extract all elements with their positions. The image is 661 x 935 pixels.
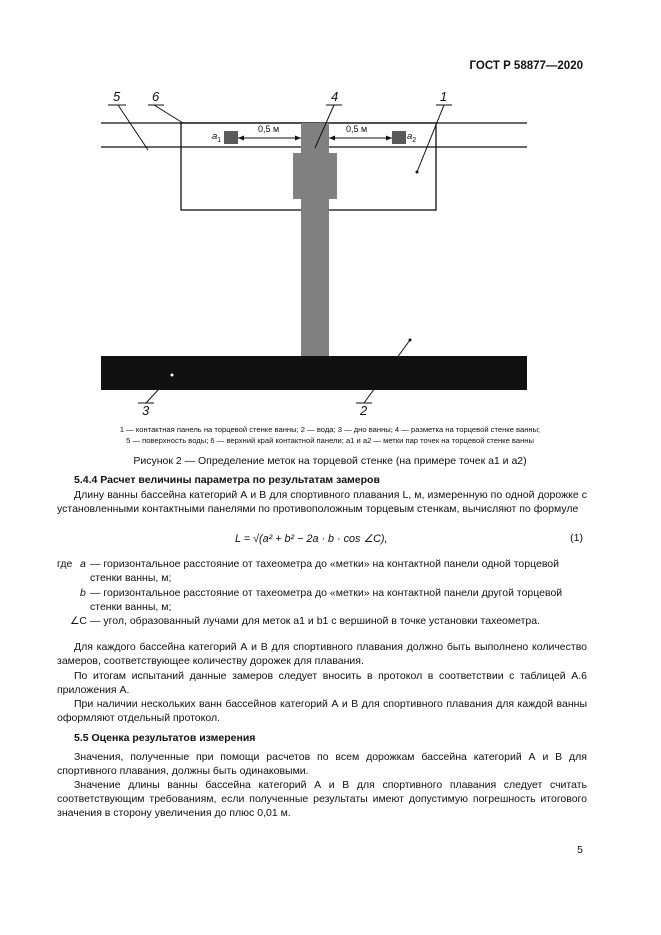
distance-label-left: 0,5 м [258, 124, 280, 134]
length-formula: L = √(a² + b² − 2a · b · cos ∠C), [235, 533, 388, 545]
label-4: 4 [331, 89, 339, 104]
mark-a2-label: $a_2$ [407, 131, 417, 144]
section-544-heading: 5.4.4 Расчет величины параметра по результатам замеров [74, 474, 380, 486]
leader-5 [118, 105, 148, 150]
page-number: 5 [577, 844, 583, 856]
figure-legend-line2: 5 — поверхность воды; 6 — верхний край контактной панели; a1 и a2 — метки пар точек на торцевой стенке ванны [126, 436, 534, 445]
label-3: 3 [142, 403, 150, 418]
section-55-p1: Значения, полученные при помощи расчетов по всем дорожкам бассейна категорий А и В для спортивного плавания, должны быть одинаковыми. [57, 751, 587, 778]
pool-bottom [101, 356, 527, 390]
def-a-symbol: a [80, 558, 86, 570]
leader-1 [417, 105, 444, 172]
figure-legend-line1: 1 — контактная панель на торцевой стенке ванны; 2 — вода; 3 — дно ванны; 4 — разметка на торцевой стенке ванны; [119, 425, 541, 434]
formula-number: (1) [570, 532, 583, 544]
label-5: 5 [113, 89, 121, 104]
document-standard-header: ГОСТ Р 58877—2020 [469, 60, 583, 72]
label-6: 6 [152, 89, 160, 104]
section-544-intro: Длину ванны бассейна категорий А и В для спортивного плавания L, м, измеренную по одной дорожке с установленными контактными панелями по противоположным торцевым стенкам, вычисляют по формуле [57, 489, 587, 516]
def-b-text: — горизонтальное расстояние от тахеометра до «метки» на контактной панели другой торцевой стенки ванны, м; [90, 587, 563, 614]
section-544-p1: Для каждого бассейна категорий А и В для спортивного плавания должно быть выполнено количество замеров, соответствующее количеству дорожек для плавания. [57, 641, 587, 668]
distance-label-right: 0,5 м [346, 124, 368, 134]
figure-caption: Рисунок 2 — Определение меток на торцевой стенке (на примере точек a1 и a2) [133, 455, 527, 467]
end-wall-marking-crossbar [293, 153, 337, 199]
where-word: где [57, 558, 73, 570]
section-55-heading: 5.5 Оценка результатов измерения [74, 732, 256, 744]
mark-a1-label: $a_1$ [212, 131, 222, 144]
section-55-p2: Значение длины ванны бассейна категорий А и В для спортивного плавания следует считать соответствующим требованиям, если полученные результаты имеют допустимую погрешность итогового значения в сторону увеличения до плюс 0,01 м. [57, 779, 587, 820]
leader-6 [154, 105, 183, 123]
def-b-symbol: b [80, 587, 86, 599]
section-544-p3: При наличии нескольких ванн бассейнов категорий А и В для спортивного плавания для каждой ванны оформляют отдельный протокол. [57, 698, 587, 725]
label-1: 1 [440, 89, 448, 104]
def-c-text: — угол, образованный лучами для меток a1 и b1 с вершиной в точке установки тахеометра. [90, 615, 540, 627]
section-544-p2: По итогам испытаний данные замеров следует вносить в протокол в соответствии с таблицей А.6 приложения А. [57, 670, 587, 697]
label-2: 2 [360, 403, 368, 418]
mark-a2-box [392, 131, 406, 144]
mark-a1-box [224, 131, 238, 144]
def-c-symbol: ∠C [70, 615, 87, 627]
def-a-text: — горизонтальное расстояние от тахеометра до «метки» на контактной панели одной торцевой стенки ванны, м; [90, 558, 560, 585]
